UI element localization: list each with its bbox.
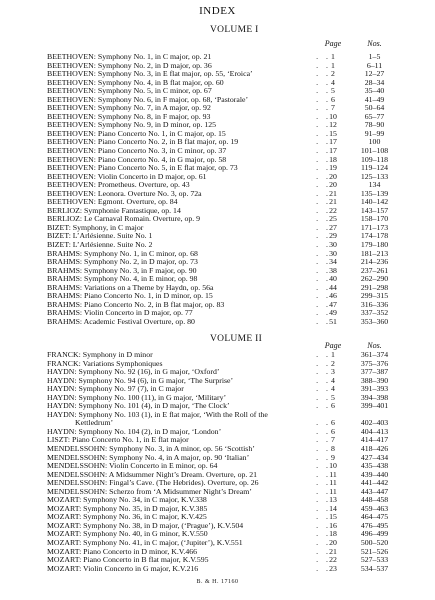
entry-page-number: 38 <box>329 265 337 275</box>
entry-title: FRANCK: Variations Symphoniques <box>47 358 163 368</box>
entry-numbers: 418–426 <box>360 444 389 454</box>
entry-title: BRAHMS: Symphony No. 1, in C minor, op. 68 <box>47 248 198 258</box>
entry-page-number: 4 <box>331 375 335 385</box>
volume-1-nos-header: Nos. <box>367 39 382 48</box>
entry-leader-dots: . . <box>316 128 331 138</box>
entry-page-number: 17 <box>329 137 337 147</box>
entry-leader-dots: . . <box>316 291 331 301</box>
entry-leader-dots: . . <box>316 248 331 258</box>
entry-leader-dots: . . <box>316 469 331 479</box>
entry-page-number: 40 <box>329 274 337 284</box>
volume-1-page-header: Page <box>324 39 342 48</box>
entry-numbers: 459–463 <box>360 503 389 513</box>
entry-title: MENDELSSOHN: Fingal’s Cave. (The Hebrides). Overture, op. 26 <box>47 478 259 488</box>
entry-numbers: 291–298 <box>360 282 389 292</box>
entry-page-number: 10 <box>329 111 337 121</box>
entry-numbers: 135–139 <box>360 188 389 198</box>
entry-leader-dots: . . <box>316 77 331 87</box>
entry-numbers: 435–438 <box>360 461 389 471</box>
entry-page-number: 17 <box>329 146 337 156</box>
entry-title: BERLIOZ: Le Carnaval Romain. Overture, op. 9 <box>47 214 201 224</box>
entry-leader-dots: . . <box>316 401 331 411</box>
entry-numbers: 140–142 <box>360 197 389 207</box>
entry-page-number: 18 <box>329 154 337 164</box>
entry-title: MOZART: Symphony No. 36, in C major, K.V.425 <box>47 512 207 522</box>
entry-title: BEETHOVEN: Symphony No. 3, in E flat major, op. 55, ‘Eroica’ <box>47 69 253 79</box>
entry-leader-dots: . . <box>316 316 331 326</box>
entry-leader-dots: . . <box>316 418 331 428</box>
entry-leader-dots: . . <box>316 154 331 164</box>
entry-page-number: 30 <box>329 248 337 258</box>
entry-page-number: 11 <box>329 486 337 496</box>
entry-title: BEETHOVEN: Symphony No. 1, in C major, op. 21 <box>47 52 212 61</box>
entry-title: BEETHOVEN: Symphony No. 4, in B flat major, op. 60 <box>47 77 224 87</box>
entry-leader-dots: . . <box>316 426 331 436</box>
entry-leader-dots: . . <box>316 205 331 215</box>
entry-page-number: 7 <box>331 103 335 113</box>
entry-leader-dots: . . <box>316 197 331 207</box>
entry-page-number: 1 <box>331 350 335 359</box>
publisher-catalog-number: B. & H. 17160 <box>196 579 239 585</box>
index-entry <box>0 565 435 574</box>
entry-numbers: 388–390 <box>360 375 389 385</box>
entry-numbers: 353–360 <box>360 316 389 326</box>
entry-numbers: 100 <box>368 137 381 147</box>
entry-leader-dots: . . <box>316 358 331 368</box>
entry-numbers: 391–393 <box>360 384 389 394</box>
entry-numbers: 521–526 <box>360 546 389 556</box>
entry-numbers: 109–118 <box>361 154 388 164</box>
entry-page-number: 1 <box>331 60 335 70</box>
entry-page-number: 22 <box>329 555 337 565</box>
entry-page-number: 6 <box>331 426 335 436</box>
index-entry <box>0 318 435 327</box>
entry-title: MOZART: Piano Concerto in B flat major, K.V.595 <box>47 555 209 565</box>
entry-numbers: 448–458 <box>360 495 389 505</box>
entry-numbers: 534–537 <box>360 563 389 573</box>
entry-page-number: 51 <box>329 316 337 326</box>
entry-numbers: 361–374 <box>360 350 389 359</box>
entry-leader-dots: . . <box>316 282 331 292</box>
entry-page-number: 13 <box>329 495 337 505</box>
entry-title: BRAHMS: Symphony No. 4, in E minor, op. 98 <box>47 274 198 284</box>
entry-title: BERLIOZ: Symphonie Fantastique, op. 14 <box>47 205 181 215</box>
entry-page-number: 6 <box>331 401 335 411</box>
entry-title: BEETHOVEN: Symphony No. 6, in F major, op. 68, ‘Pastorale’ <box>47 94 249 104</box>
index-title: INDEX <box>199 5 236 17</box>
entry-numbers: 337–352 <box>360 308 389 318</box>
entry-title: FRANCK: Symphony in D minor <box>47 350 153 359</box>
entry-title: HAYDN: Symphony No. 100 (11), in G major, ‘Military’ <box>47 392 227 402</box>
entry-numbers: 50–64 <box>364 103 385 113</box>
entry-page-number: 6 <box>331 418 335 428</box>
entry-numbers: 496–499 <box>360 529 389 539</box>
entry-page-number: 27 <box>329 222 337 232</box>
entry-numbers: 377–387 <box>360 367 389 377</box>
entry-leader-dots: . . <box>316 120 331 130</box>
entry-title: BIZET: L’Arlésienne. Suite No. 2 <box>47 240 153 250</box>
entry-leader-dots: . . <box>316 137 331 147</box>
entry-leader-dots: . . <box>316 546 331 556</box>
entry-title: BRAHMS: Piano Concerto No. 1, in D minor, op. 15 <box>47 291 213 301</box>
entry-title: MENDELSSOHN: Scherzo from ‘A Midsummer Night’s Dream’ <box>47 486 252 496</box>
entry-leader-dots: . . <box>316 231 331 241</box>
entry-title: HAYDN: Symphony No. 101 (4), in D major, ‘The Clock’ <box>47 401 230 411</box>
entry-title: MOZART: Symphony No. 34, in C major, K.V.338 <box>47 495 207 505</box>
entry-page-number: 22 <box>329 205 337 215</box>
entry-leader-dots: . . <box>316 222 331 232</box>
volume-2-title: VOLUME II <box>210 334 263 344</box>
entry-leader-dots: . . <box>316 163 331 173</box>
entry-numbers: 91–99 <box>364 128 385 138</box>
entry-leader-dots: . . <box>316 538 331 548</box>
entry-title: MOZART: Piano Concerto in D minor, K.V.466 <box>47 546 198 556</box>
entry-numbers: 181–213 <box>360 248 389 258</box>
entry-leader-dots: . . <box>316 257 331 267</box>
entry-title: BEETHOVEN: Piano Concerto No. 4, in G major, op. 58 <box>47 154 227 164</box>
entry-numbers: 134 <box>368 180 381 190</box>
entry-title: BEETHOVEN: Piano Concerto No. 5, in E flat major, op. 73 <box>47 163 238 173</box>
entry-leader-dots: . . <box>316 529 331 539</box>
entry-title: BEETHOVEN: Leonora. Overture No. 3, op. 72a <box>47 188 202 198</box>
entry-title: BEETHOVEN: Violin Concerto in D major, op. 61 <box>47 171 207 181</box>
entry-leader-dots: . . <box>316 60 331 70</box>
entry-leader-dots: . . <box>316 171 331 181</box>
volume-1-entries <box>0 53 435 327</box>
entry-numbers: 65–77 <box>364 111 385 121</box>
entry-leader-dots: . . <box>316 444 331 454</box>
entry-numbers: 214–236 <box>360 257 389 267</box>
volume-2-entries <box>0 351 435 573</box>
entry-numbers: 28–34 <box>364 77 385 87</box>
entry-page-number: 5 <box>331 86 335 96</box>
entry-page-number: 14 <box>329 503 337 513</box>
entry-leader-dots: . . <box>316 146 331 156</box>
entry-title: HAYDN: Symphony No. 92 (16), in G major, ‘Oxford’ <box>47 367 220 377</box>
entry-leader-dots: . . <box>316 452 331 462</box>
entry-leader-dots: . . <box>316 52 331 61</box>
entry-numbers: 402–403 <box>360 418 389 428</box>
entry-page-number: 44 <box>329 282 337 292</box>
entry-numbers: 35–40 <box>364 86 385 96</box>
entry-numbers: 500–520 <box>360 538 389 548</box>
volume-2-nos-header: Nos. <box>367 341 382 350</box>
entry-page-number: 5 <box>331 392 335 402</box>
entry-title: BEETHOVEN: Piano Concerto No. 3, in C minor, op. 37 <box>47 146 227 156</box>
entry-numbers: 464–475 <box>360 512 389 522</box>
entry-numbers: 414–417 <box>360 435 389 445</box>
entry-title: MOZART: Violin Concerto in G major, K.V.216 <box>47 563 199 573</box>
entry-title: BRAHMS: Violin Concerto in D major, op. 77 <box>47 308 193 318</box>
entry-page-number: 21 <box>329 546 337 556</box>
entry-leader-dots: . . <box>316 563 331 573</box>
entry-page-number: 30 <box>329 240 337 250</box>
entry-title: HAYDN: Symphony No. 103 (1), in E flat major, ‘With the Roll of the <box>47 409 268 419</box>
entry-leader-dots: . . <box>316 478 331 488</box>
entry-page-number: 11 <box>329 469 337 479</box>
entry-numbers: 119–124 <box>361 163 388 173</box>
entry-leader-dots: . . <box>316 486 331 496</box>
entry-title: MENDELSSOHN: Symphony No. 4, in A major, op. 90 ‘Italian’ <box>47 452 250 462</box>
entry-leader-dots: . . <box>316 503 331 513</box>
entry-numbers: 399–401 <box>360 401 389 411</box>
entry-title: BEETHOVEN: Prometheus. Overture, op. 43 <box>47 180 190 190</box>
entry-title: BRAHMS: Variations on a Theme by Haydn, op. 56a <box>47 282 214 292</box>
entry-numbers: 476–495 <box>360 520 389 530</box>
entry-numbers: 12–27 <box>364 69 385 79</box>
entry-numbers: 174–178 <box>360 231 389 241</box>
entry-title: BIZET: Symphony, in C major <box>47 222 144 232</box>
entry-numbers: 101–108 <box>360 146 389 156</box>
entry-title: BEETHOVEN: Piano Concerto No. 2, in B flat major, op. 19 <box>47 137 239 147</box>
entry-title: MENDELSSOHN: A Midsummer Night’s Dream. Overture, op. 21 <box>47 469 258 479</box>
entry-numbers: 237–261 <box>360 265 389 275</box>
volume-1-title: VOLUME I <box>210 25 259 35</box>
entry-numbers: 6–11 <box>366 60 383 70</box>
entry-page-number: 3 <box>331 367 335 377</box>
entry-page-number: 8 <box>331 444 335 454</box>
entry-page-number: 19 <box>329 163 337 173</box>
entry-title: BEETHOVEN: Egmont. Overture, op. 84 <box>47 197 178 207</box>
entry-title: MOZART: Symphony No. 35, in D major, K.V.385 <box>47 503 208 513</box>
entry-leader-dots: . . <box>316 555 331 565</box>
entry-numbers: 299–315 <box>360 291 389 301</box>
entry-page-number: 21 <box>329 197 337 207</box>
entry-page-number: 34 <box>329 257 337 267</box>
entry-page-number: 15 <box>329 128 337 138</box>
entry-leader-dots: . . <box>316 350 331 359</box>
entry-numbers: 125–133 <box>360 171 389 181</box>
entry-title: MENDELSSOHN: Violin Concerto in E minor, op. 64 <box>47 461 218 471</box>
entry-page-number: 16 <box>329 520 337 530</box>
entry-page-number: 25 <box>329 214 337 224</box>
volume-2-page-header: Page <box>324 341 342 350</box>
entry-leader-dots: . . <box>316 188 331 198</box>
entry-title: BEETHOVEN: Symphony No. 2, in D major, op. 36 <box>47 60 212 70</box>
entry-leader-dots: . . <box>316 274 331 284</box>
entry-page-number: 4 <box>331 384 335 394</box>
entry-numbers: 158–170 <box>360 214 389 224</box>
entry-leader-dots: . . <box>316 308 331 318</box>
entry-title: BEETHOVEN: Piano Concerto No. 1, in C major, op. 15 <box>47 128 226 138</box>
entry-numbers: 427–434 <box>360 452 389 462</box>
entry-title: LISZT: Piano Concerto No. 1, in E flat major <box>47 435 189 445</box>
entry-numbers: 441–442 <box>360 478 389 488</box>
entry-leader-dots: . . <box>316 69 331 79</box>
entry-page-number: 2 <box>331 69 335 79</box>
entry-title: BIZET: L’Arlésienne. Suite No. 1 <box>47 231 153 241</box>
entry-leader-dots: . . <box>316 103 331 113</box>
entry-title: BEETHOVEN: Symphony No. 8, in F major, op. 93 <box>47 111 211 121</box>
entry-numbers: 316–336 <box>360 299 389 309</box>
entry-numbers: 439–440 <box>360 469 389 479</box>
entry-leader-dots: . . <box>316 495 331 505</box>
entry-title: MOZART: Symphony No. 40, in G minor, K.V.550 <box>47 529 208 539</box>
entry-title: BRAHMS: Symphony No. 2, in D major, op. 73 <box>47 257 198 267</box>
entry-page-number: 46 <box>329 291 337 301</box>
entry-numbers: 404–413 <box>360 426 389 436</box>
entry-page-number: 20 <box>329 171 337 181</box>
entry-page-number: 21 <box>329 188 337 198</box>
entry-numbers: 171–173 <box>360 222 389 232</box>
entry-page-number: 9 <box>331 452 335 462</box>
entry-page-number: 23 <box>329 563 337 573</box>
entry-title: BEETHOVEN: Symphony No. 9, in D minor, op. 125 <box>47 120 217 130</box>
entry-title: BEETHOVEN: Symphony No. 7, in A major, op. 92 <box>47 103 211 113</box>
entry-leader-dots: . . <box>316 111 331 121</box>
entry-leader-dots: . . <box>316 94 331 104</box>
entry-page-number: 12 <box>329 120 337 130</box>
entry-title: MENDELSSOHN: Symphony No. 3, in A minor, op. 56 ‘Scottish’ <box>47 444 255 454</box>
entry-numbers: 179–180 <box>360 240 389 250</box>
entry-leader-dots: . . <box>316 375 331 385</box>
entry-page-number: 6 <box>331 94 335 104</box>
entry-numbers: 41–49 <box>364 94 385 104</box>
entry-title: HAYDN: Symphony No. 97 (7), in C major <box>47 384 184 394</box>
entry-leader-dots: . . <box>316 214 331 224</box>
entry-page-number: 7 <box>331 435 335 445</box>
entry-leader-dots: . . <box>316 435 331 445</box>
entry-leader-dots: . . <box>316 265 331 275</box>
entry-numbers: 394–398 <box>360 392 389 402</box>
entry-page-number: 4 <box>331 77 335 87</box>
entry-page-number: 1 <box>331 52 335 61</box>
entry-leader-dots: . . <box>316 180 331 190</box>
entry-leader-dots: . . <box>316 367 331 377</box>
entry-numbers: 78–90 <box>364 120 385 130</box>
entry-leader-dots: . . <box>316 392 331 402</box>
entry-page-number: 29 <box>329 231 337 241</box>
entry-title: BRAHMS: Symphony No. 3, in F major, op. 90 <box>47 265 197 275</box>
entry-numbers: 1–5 <box>368 52 381 61</box>
entry-title: BEETHOVEN: Symphony No. 5, in C minor, op. 67 <box>47 86 212 96</box>
entry-title: BRAHMS: Academic Festival Overture, op. 80 <box>47 316 195 326</box>
entry-leader-dots: . . <box>316 520 331 530</box>
entry-page-number: 11 <box>329 478 337 488</box>
entry-page-number: 10 <box>329 461 337 471</box>
entry-numbers: 527–533 <box>360 555 389 565</box>
entry-page-number: 2 <box>331 358 335 368</box>
entry-title: HAYDN: Symphony No. 94 (6), in G major, ‘The Surprise’ <box>47 375 234 385</box>
entry-numbers: 143–157 <box>360 205 389 215</box>
entry-title: MOZART: Symphony No. 38, in D major, (‘Prague’), K.V.504 <box>47 520 244 530</box>
entry-numbers: 262–290 <box>360 274 389 284</box>
entry-page-number: 47 <box>329 299 337 309</box>
entry-page-number: 49 <box>329 308 337 318</box>
entry-page-number: 20 <box>329 180 337 190</box>
entry-page-number: 18 <box>329 529 337 539</box>
entry-title: BRAHMS: Piano Concerto No. 2, in B flat major, op. 83 <box>47 299 225 309</box>
entry-title: MOZART: Symphony No. 41, in C major, (‘Jupiter’), K.V.551 <box>47 538 243 548</box>
entry-title: Kettledrum’ <box>75 418 114 428</box>
entry-leader-dots: . . <box>316 384 331 394</box>
entry-leader-dots: . . <box>316 512 331 522</box>
entry-page-number: 20 <box>329 538 337 548</box>
entry-page-number: 15 <box>329 512 337 522</box>
entry-numbers: 375–376 <box>360 358 389 368</box>
entry-leader-dots: . . <box>316 299 331 309</box>
entry-numbers: 443–447 <box>360 486 389 496</box>
entry-title: HAYDN: Symphony No. 104 (2), in D major, ‘London’ <box>47 426 222 436</box>
entry-leader-dots: . . <box>316 86 331 96</box>
entry-leader-dots: . . <box>316 240 331 250</box>
entry-leader-dots: . . <box>316 461 331 471</box>
